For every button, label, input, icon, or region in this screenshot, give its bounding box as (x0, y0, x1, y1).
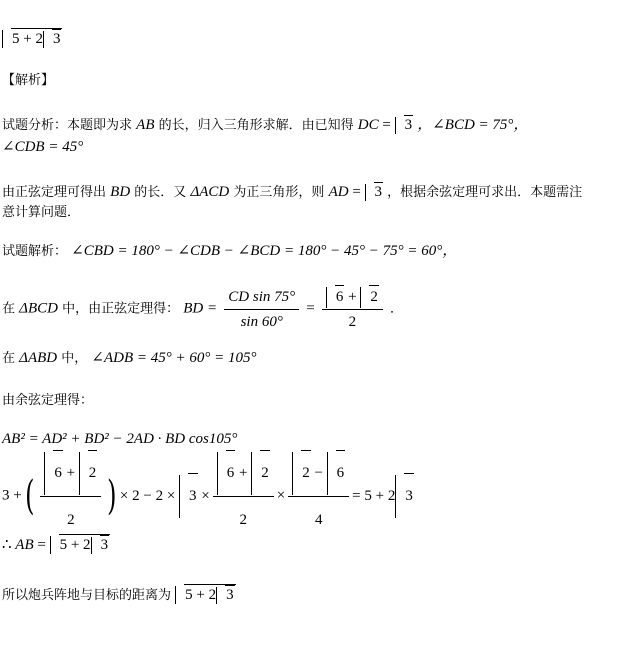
sol2-end: ． (389, 301, 403, 317)
sol6-frac3-num: 2 − 6 (288, 450, 349, 497)
analysis-bd: BD (110, 184, 131, 200)
solution-angle-cbd: ∠CBD = 180° − ∠CDB − ∠BCD = 180° − 45° − 75° = 60°， (71, 243, 458, 259)
analysis-line-3: 由正弦定理可得出 BD 的长．又 ΔACD 为正三角形，则 AD = 3 ，根据余弦定理可求出．本题需注 (2, 184, 583, 200)
analysis-text-a: 试题分析：本题即为求 (2, 118, 133, 133)
analysis-text-f: ，根据余弦定理可求出．本题需注 (387, 185, 583, 200)
fraction-bd-value (322, 285, 383, 333)
sol6-c: × (276, 487, 286, 504)
sol6-frac2-den: 2 (239, 512, 247, 528)
sol6-d: = 5 + 2 3 (352, 488, 414, 504)
solution-line-6 (2, 450, 414, 542)
sol6-frac1-num: 6 + 2 (40, 450, 101, 497)
fraction-cd-sin (224, 286, 299, 333)
analysis-text-e: 为正三角形，则 (233, 185, 325, 200)
solution-line-7: ∴ AB = 5 + 2 3 (2, 534, 110, 555)
solution-line-8 (2, 584, 236, 605)
sol3-expr: ∠ADB = 45° + 60° = 105° (91, 350, 257, 366)
sol6-frac2 (213, 450, 274, 542)
sol6-frac1 (40, 450, 101, 542)
solution-line-3 (2, 349, 257, 368)
analysis-line-4: 意计算问题． (2, 205, 81, 220)
analysis-text-d: 的长．又 (134, 185, 187, 200)
sol2-tri: ΔBCD (19, 300, 58, 317)
analysis-text-c: 由正弦定理可得出 (2, 185, 107, 200)
analysis-dc: DC (357, 117, 379, 133)
sol2-eq: = (306, 300, 315, 317)
section-header: 【解析】 (2, 73, 55, 88)
sol6-a: 3 + (2, 487, 22, 504)
final-expr: 5 + 2 3 (175, 584, 235, 604)
frac-num2: 6 + 2 (322, 285, 383, 310)
right-paren: ) (107, 473, 117, 519)
sol3-a: 在 (2, 351, 16, 366)
analysis-text-b: 的长，归入三角形求解．由已知得 (158, 118, 354, 133)
solution-line-5: AB² = AD² + BD² − 2AD · BD cos105° (2, 431, 238, 447)
solution-line-2 (2, 285, 403, 333)
frac-num: CD sin 75° (224, 286, 299, 310)
left-paren: ( (24, 473, 35, 519)
sol2-lhs: BD = (183, 300, 218, 317)
analysis-ab: AB (136, 117, 155, 133)
sol6-frac1-den: 2 (67, 512, 75, 528)
sol6-b: × 2 − 2 × 3 × (120, 488, 210, 504)
sol6-frac2-num: 6 + 2 (213, 450, 274, 497)
analysis-line-1: 试题分析：本题即为求 AB 的长，归入三角形求解．由已知得 DC = 3 ，∠BCD = 75°， (2, 117, 529, 133)
analysis-acd: ΔACD (190, 184, 230, 200)
frac-den: sin 60° (240, 313, 283, 330)
answer-expression: 5 + 2 3 (2, 28, 62, 49)
sol3-tri: ΔABD (19, 350, 58, 366)
analysis-line-2: ∠CDB = 45° (2, 139, 84, 155)
sol2-a: 在 (2, 301, 16, 317)
solution-line-1 (2, 242, 457, 261)
solution-line-4: 由余弦定理得： (2, 393, 94, 408)
frac-den2: 2 (348, 314, 357, 330)
sol3-b: 中， (61, 351, 88, 366)
analysis-ad: AD (328, 184, 349, 200)
final-text: 所以炮兵阵地与目标的距离为 (2, 588, 172, 603)
sol6-frac3-den: 4 (314, 512, 323, 528)
sol6-frac3 (288, 450, 349, 542)
analysis-bcd: ，∠BCD = 75°， (417, 117, 529, 133)
sol2-b: 中，由正弦定理得： (62, 301, 180, 317)
solution-label: 试题解析： (2, 244, 68, 259)
